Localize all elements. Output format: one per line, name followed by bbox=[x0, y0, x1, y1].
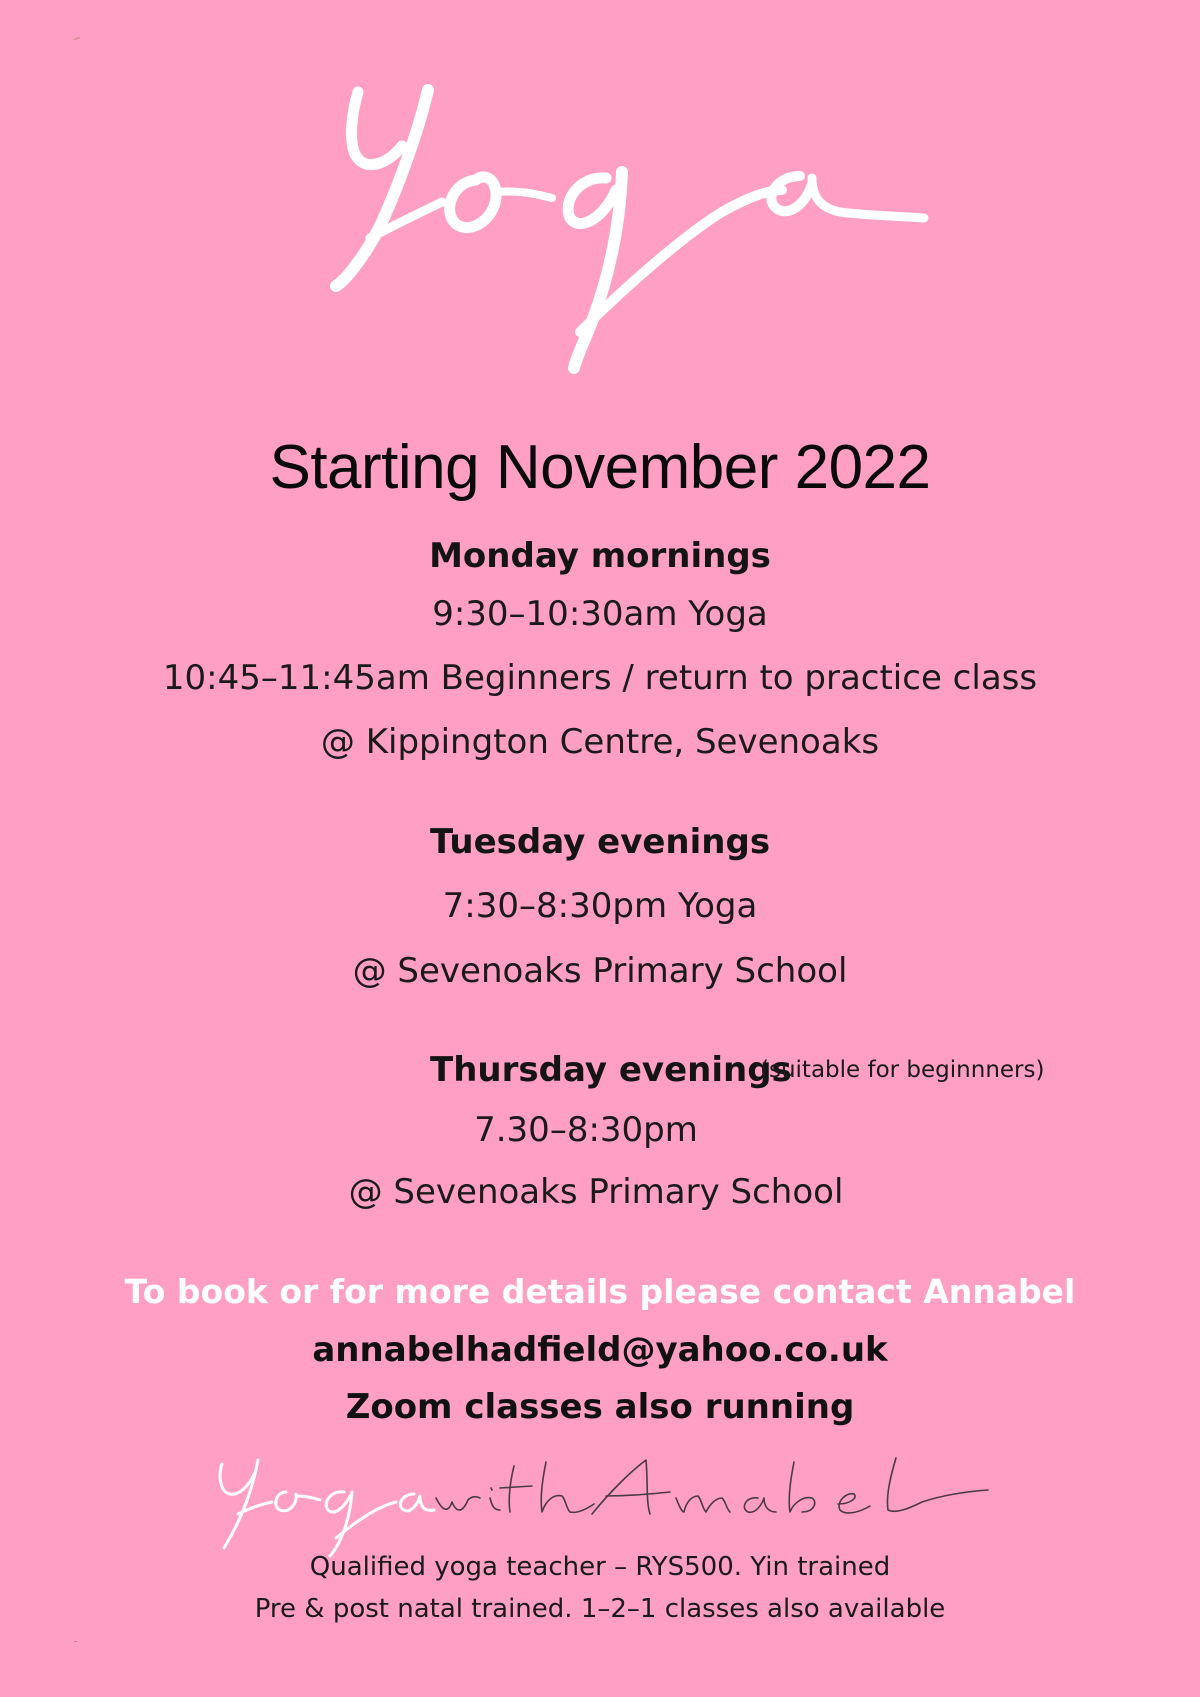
zoom-note: Zoom classes also running bbox=[345, 1387, 855, 1427]
yoga-script-logo bbox=[330, 72, 930, 412]
thursday-time: 7.30–8:30pm bbox=[474, 1110, 698, 1150]
tuesday-heading: Tuesday evenings bbox=[429, 822, 771, 862]
monday-time-beginners: 10:45–11:45am Beginners / return to practice class bbox=[162, 658, 1038, 698]
thursday-note: (suitable for beginnners) bbox=[760, 1057, 1045, 1083]
footer-training: Pre & post natal trained. 1–2–1 classes also available bbox=[254, 1594, 946, 1624]
headline: Starting November 2022 bbox=[269, 433, 931, 502]
signature-drawing bbox=[210, 1452, 1000, 1562]
footer-qualifications: Qualified yoga teacher – RYS500. Yin trained bbox=[309, 1552, 891, 1582]
booking-call-to-action: To book or for more details please contact Annabel bbox=[124, 1272, 1076, 1311]
corner-speck bbox=[74, 1641, 77, 1642]
signature-yoga-with-annabel bbox=[210, 1452, 1000, 1562]
monday-venue: @ Kippington Centre, Sevenoaks bbox=[320, 722, 880, 762]
contact-email[interactable]: annabelhadfield@yahoo.co.uk bbox=[312, 1330, 888, 1370]
thursday-venue: @ Sevenoaks Primary School bbox=[348, 1172, 844, 1212]
tuesday-time: 7:30–8:30pm Yoga bbox=[442, 886, 758, 926]
monday-heading: Monday mornings bbox=[429, 536, 771, 576]
tuesday-venue: @ Sevenoaks Primary School bbox=[352, 951, 848, 991]
monday-time-yoga: 9:30–10:30am Yoga bbox=[432, 594, 768, 634]
corner-speck bbox=[74, 37, 80, 40]
yoga-logo-drawing bbox=[330, 72, 930, 412]
thursday-heading: Thursday evenings bbox=[430, 1050, 792, 1090]
